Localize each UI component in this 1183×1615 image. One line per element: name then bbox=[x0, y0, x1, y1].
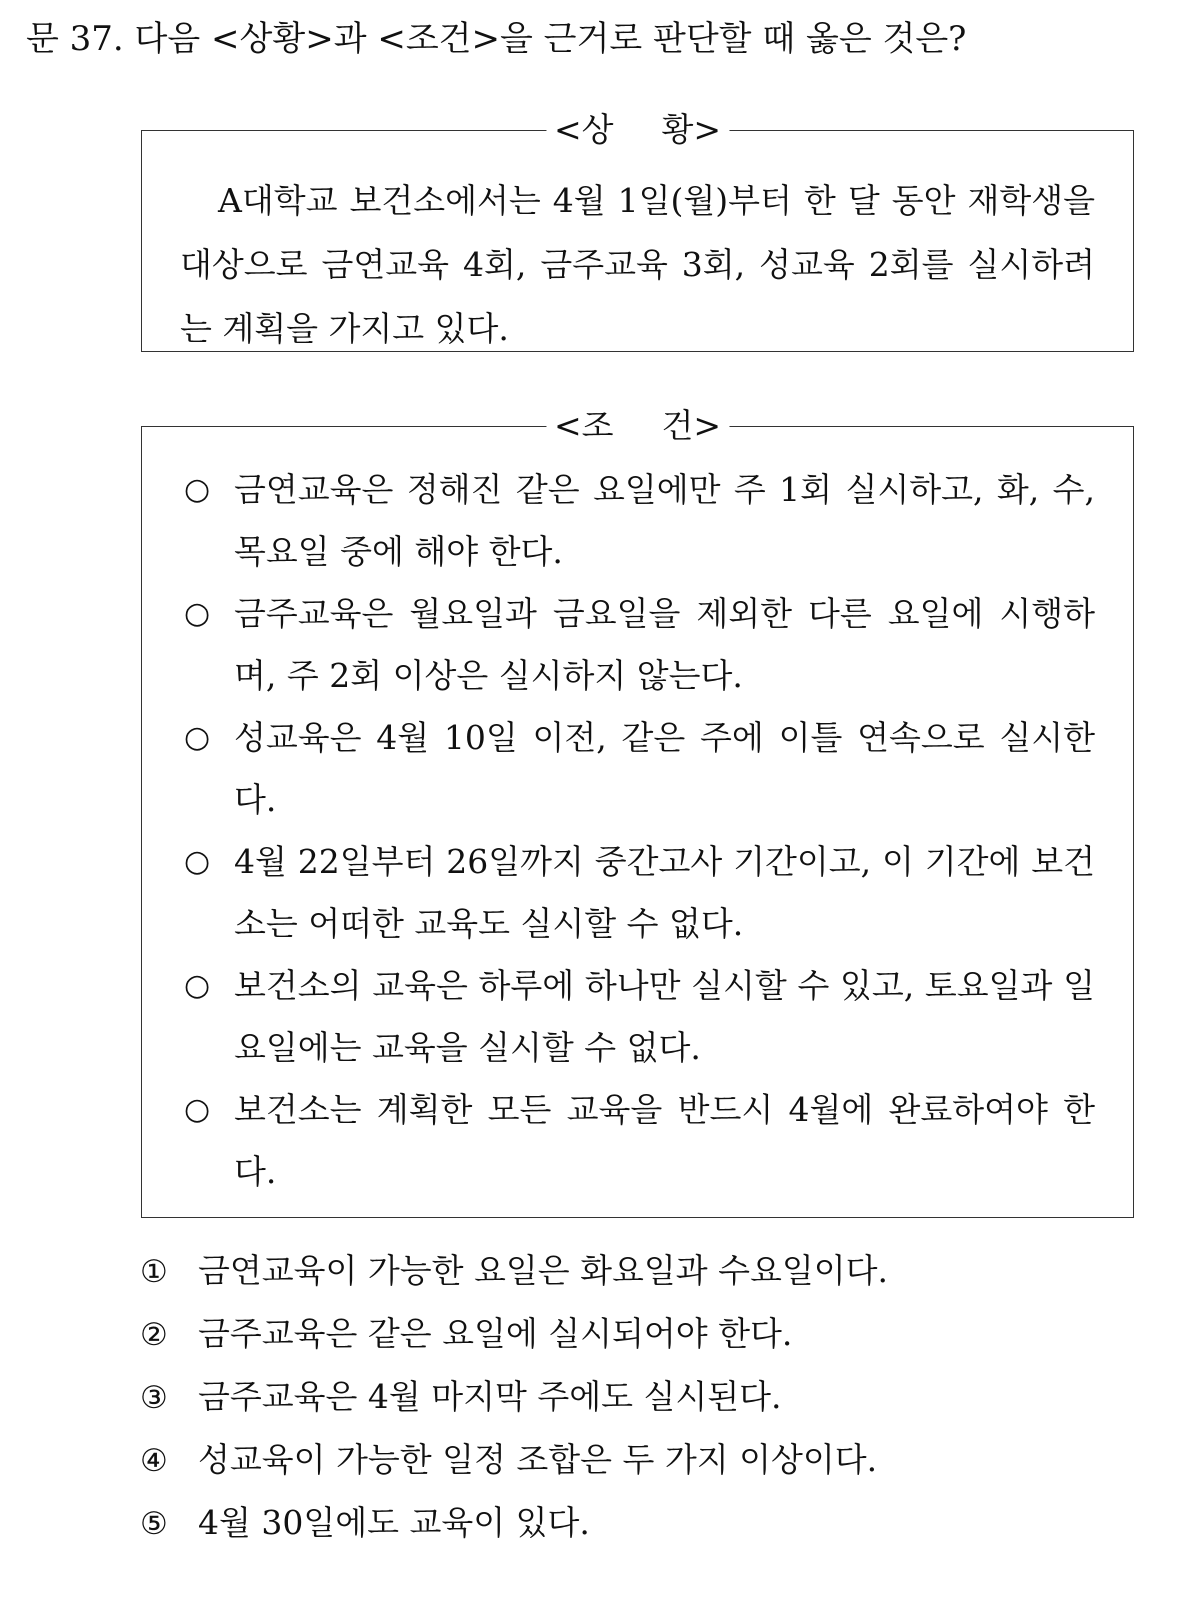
circle-bullet-icon: ○ bbox=[184, 472, 211, 507]
condition-item bbox=[184, 707, 1095, 831]
choice-number: ② bbox=[140, 1317, 168, 1353]
condition-text: 보건소는 계획한 모든 교육을 반드시 4월에 완료하여야 한다. bbox=[234, 1090, 1095, 1191]
condition-item bbox=[184, 1079, 1095, 1203]
choice-text: 금연교육이 가능한 요일은 화요일과 수요일이다. bbox=[198, 1251, 889, 1290]
choice-text: 성교육이 가능한 일정 조합은 두 가지 이상이다. bbox=[198, 1440, 878, 1479]
choice-text: 금주교육은 4월 마지막 주에도 실시된다. bbox=[198, 1377, 782, 1416]
choice-number: ④ bbox=[140, 1443, 168, 1479]
situation-title-close: 황> bbox=[661, 110, 722, 149]
condition-item bbox=[184, 583, 1095, 707]
condition-text: 보건소의 교육은 하루에 하나만 실시할 수 있고, 토요일과 일요일에는 교육을 실시할 수 없다. bbox=[234, 966, 1095, 1067]
choice-2[interactable] bbox=[140, 1303, 888, 1366]
question-stem: 문 37. 다음 <상황>과 <조건>을 근거로 판단할 때 옳은 것은? bbox=[26, 19, 967, 59]
choice-number: ③ bbox=[140, 1380, 168, 1416]
condition-text: 금연교육은 정해진 같은 요일에만 주 1회 실시하고, 화, 수, 목요일 중에 해야 한다. bbox=[234, 470, 1095, 571]
conditions-box bbox=[141, 406, 1134, 1218]
situation-title-open: <상 bbox=[553, 110, 614, 149]
conditions-list bbox=[184, 459, 1095, 1203]
condition-item bbox=[184, 831, 1095, 955]
condition-text: 금주교육은 월요일과 금요일을 제외한 다른 요일에 시행하며, 주 2회 이상은 실시하지 않는다. bbox=[234, 594, 1095, 695]
situation-text: A대학교 보건소에서는 4월 1일(월)부터 한 달 동안 재학생을 대상으로 금연교육 4회, 금주교육 3회, 성교육 2회를 실시하려는 계획을 가지고 있다. bbox=[180, 181, 1095, 348]
circle-bullet-icon: ○ bbox=[184, 844, 211, 879]
choice-text: 4월 30일에도 교육이 있다. bbox=[198, 1503, 590, 1542]
conditions-box-title bbox=[546, 401, 729, 451]
condition-text: 4월 22일부터 26일까지 중간고사 기간이고, 이 기간에 보건소는 어떠한 교육도 실시할 수 없다. bbox=[234, 842, 1095, 943]
choice-number: ⑤ bbox=[140, 1506, 168, 1542]
choice-5[interactable] bbox=[140, 1492, 888, 1555]
circle-bullet-icon: ○ bbox=[184, 720, 211, 755]
condition-item bbox=[184, 459, 1095, 583]
situation-box bbox=[141, 110, 1134, 352]
conditions-title-close: 건> bbox=[661, 406, 722, 445]
circle-bullet-icon: ○ bbox=[184, 596, 211, 631]
choice-number: ① bbox=[140, 1254, 168, 1290]
circle-bullet-icon: ○ bbox=[184, 1092, 211, 1127]
choice-3[interactable] bbox=[140, 1366, 888, 1429]
conditions-title-open: <조 bbox=[553, 406, 614, 445]
choice-text: 금주교육은 같은 요일에 실시되어야 한다. bbox=[198, 1314, 793, 1353]
condition-item bbox=[184, 955, 1095, 1079]
condition-text: 성교육은 4월 10일 이전, 같은 주에 이틀 연속으로 실시한다. bbox=[234, 718, 1095, 819]
choice-1[interactable] bbox=[140, 1240, 888, 1303]
circle-bullet-icon: ○ bbox=[184, 968, 211, 1003]
situation-box-title bbox=[546, 105, 729, 155]
answer-choices bbox=[140, 1240, 888, 1555]
choice-4[interactable] bbox=[140, 1429, 888, 1492]
